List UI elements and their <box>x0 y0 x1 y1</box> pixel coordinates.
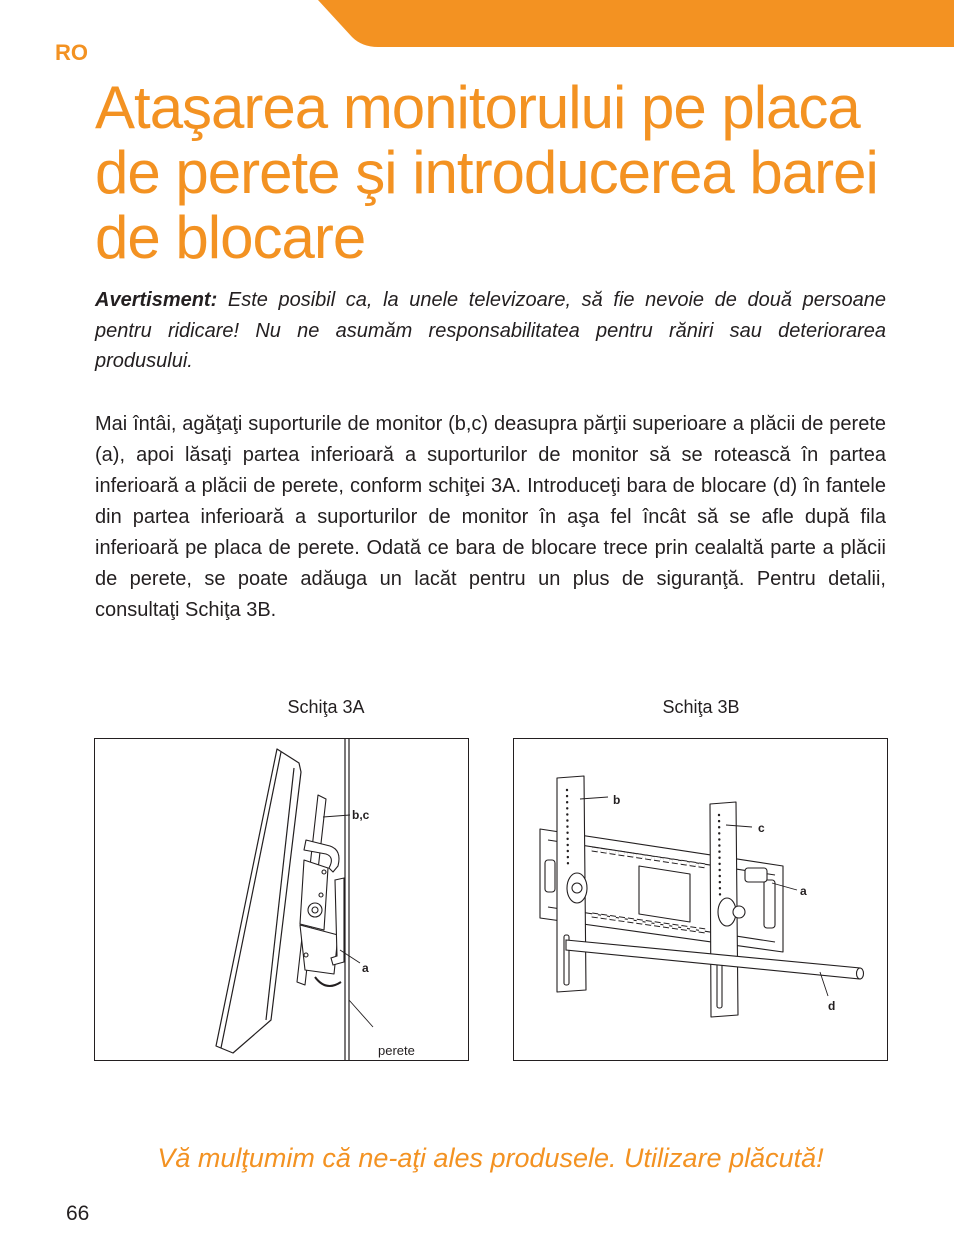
wall-plate-side-cutout <box>764 880 775 928</box>
warning-text: Este posibil ca, la unele televizoare, să fie nevoie de două persoane pentru ridicare! Nu ne asumăm responsabilitatea pentru răniri sau deteriorarea produsului. <box>95 289 886 372</box>
figure-3b <box>513 738 889 1062</box>
screw-icon <box>304 953 308 957</box>
instructions-paragraph: Mai întâi, agăţaţi suporturile de monitor (b,c) deasupra părţii superioare a plăcii de perete (a), apoi lăsaţi partea inferioară a suporturilor de monitor să se rotească în partea inferioară a plăcii de perete, conform schiţei 3A. Introduceţi bara de blocare (d) în fantele din partea inferioară a suporturilor de monitor în aşa fel încât să se afle după fila inferioară pe placa de perete. Odată ce bara de blocare trece prin cealaltă parte a plăcii de perete, se poate adăuga un lacăt pentru un plus de siguranţă. Pentru detalii, consultaţi Schiţa 3B. <box>95 413 886 621</box>
wall-plate-center-hole <box>639 866 690 922</box>
wall-plate-side-cutout <box>745 868 767 882</box>
label-bc: b,c <box>352 808 370 822</box>
label-d: d <box>828 999 836 1013</box>
wall-plate-side-cutout <box>545 860 555 892</box>
header-tab-shape <box>318 0 954 47</box>
screw-icon <box>319 893 323 897</box>
page-number: 66 <box>66 1202 90 1225</box>
figure-3a <box>94 738 470 1062</box>
tilt-knob-center <box>312 907 318 913</box>
label-b: b <box>613 793 621 807</box>
header-tab <box>0 0 954 50</box>
page-title <box>95 75 915 270</box>
page-title-line: de perete şi introducerea barei <box>95 139 878 206</box>
tilt-knob-icon <box>572 883 582 893</box>
page-title-line: de blocare <box>95 204 366 271</box>
screw-icon <box>322 870 326 874</box>
figure-3b-caption: Schiţa 3B <box>662 697 740 717</box>
label-a: a <box>362 961 369 975</box>
label-wall: perete <box>378 1043 415 1058</box>
language-code: RO <box>55 40 88 65</box>
figure-3a-caption: Schiţa 3A <box>287 697 365 717</box>
monitor-bracket-left <box>557 776 587 992</box>
thank-you-message: Vă mulţumim că ne-aţi ales produsele. Utilizare plăcută! <box>157 1143 824 1173</box>
warning-label: Avertisment: <box>95 289 218 311</box>
warning-paragraph <box>95 285 886 377</box>
label-a: a <box>800 884 807 898</box>
locking-bar-end <box>857 968 864 979</box>
page-title-line: Ataşarea monitorului pe placa <box>95 74 860 141</box>
tilt-knob-icon <box>733 906 745 918</box>
label-c: c <box>758 821 765 835</box>
